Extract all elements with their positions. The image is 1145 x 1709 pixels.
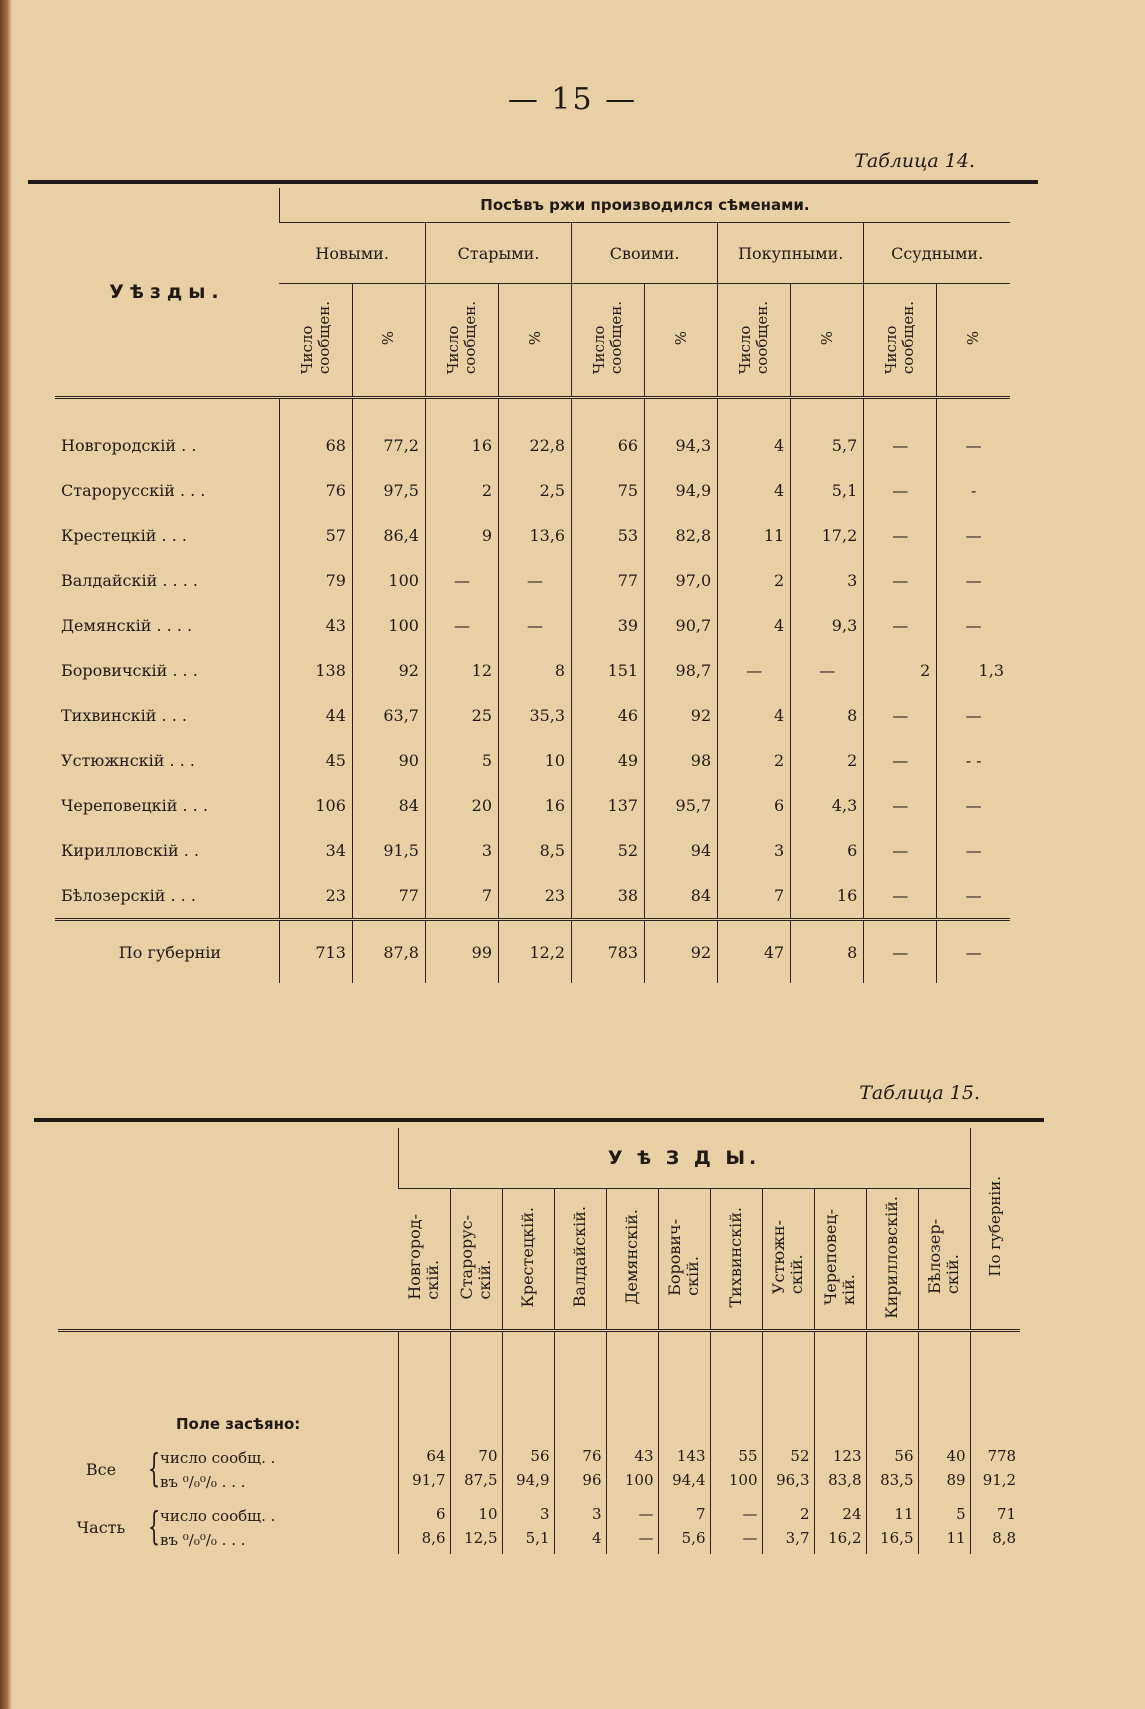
count-value: 778	[987, 1447, 1017, 1465]
uezd-column-header: Тихвинскій.	[710, 1189, 762, 1331]
percent-value: 8,8	[992, 1529, 1017, 1547]
uezd-name: Новгородскій . .	[61, 436, 197, 455]
percent-value: 89	[946, 1471, 966, 1489]
count-column-header: Число сообщен.	[572, 284, 645, 398]
count-value: 24	[842, 1505, 862, 1523]
table14-group-header: Новыми.	[279, 223, 425, 284]
count-cell: 2	[718, 738, 791, 783]
count-cell: 76	[279, 468, 352, 513]
percent-value: 8,6	[421, 1529, 446, 1547]
count-column-header: Число сообщен.	[279, 284, 352, 398]
percent-value: —	[638, 1529, 654, 1547]
section-row	[58, 1331, 1020, 1445]
percent-value: 100	[728, 1471, 758, 1489]
table14-row	[55, 828, 1010, 873]
percent-cell: -	[937, 468, 1010, 513]
value-cell	[606, 1444, 658, 1496]
table15-top-rule	[34, 1118, 1044, 1122]
count-value: 70	[478, 1447, 498, 1465]
count-cell: 2	[864, 648, 937, 693]
percent-cell: 90,7	[645, 603, 718, 648]
percent-cell: 92	[645, 693, 718, 738]
value-cell	[814, 1444, 866, 1496]
count-cell: 783	[572, 920, 645, 984]
percent-cell: 90	[352, 738, 425, 783]
count-value: 56	[530, 1447, 550, 1465]
table15-total-column-header: По губерніи.	[970, 1128, 1020, 1331]
value-cell	[970, 1496, 1020, 1554]
percent-value: 91,7	[412, 1471, 446, 1489]
percent-cell: 12,2	[499, 920, 572, 984]
count-value: 5	[956, 1505, 966, 1523]
percent-column-header: %	[937, 284, 1010, 398]
row-line-count-label: число сообщ. .	[160, 1449, 276, 1467]
count-value: 2	[799, 1505, 810, 1523]
row-line-percent-label: въ ⁰/₀⁰/₀ . . .	[160, 1473, 246, 1491]
count-value: 64	[426, 1447, 446, 1465]
count-cell: —	[864, 398, 937, 469]
count-cell: 68	[279, 398, 352, 469]
table14-row	[55, 873, 1010, 920]
table14-group-header: Старыми.	[425, 223, 571, 284]
table14-top-rule	[28, 180, 1038, 184]
count-value: 52	[790, 1447, 810, 1465]
count-cell: —	[864, 603, 937, 648]
uezd-column-header: Кирилловскій.	[866, 1189, 918, 1331]
count-cell: —	[718, 648, 791, 693]
row-name: Все	[85, 1460, 117, 1479]
percent-cell: —	[791, 648, 864, 693]
count-column-header: Число сообщен.	[864, 284, 937, 398]
brace-glyph: {	[148, 1504, 161, 1548]
count-column-header: Число сообщен.	[425, 284, 498, 398]
count-cell: 99	[425, 920, 498, 984]
count-cell: 44	[279, 693, 352, 738]
count-value: —	[638, 1505, 654, 1523]
percent-value: —	[742, 1529, 758, 1547]
value-cell	[866, 1496, 918, 1554]
table14-group-header: Покупными.	[718, 223, 864, 284]
percent-cell: 63,7	[352, 693, 425, 738]
value-cell	[658, 1496, 710, 1554]
count-cell: 75	[572, 468, 645, 513]
table14-row	[55, 738, 1010, 783]
percent-cell: —	[937, 558, 1010, 603]
uezd-column-header: Череповец- кій.	[814, 1189, 866, 1331]
percent-value: 5,6	[681, 1529, 706, 1547]
count-cell: 151	[572, 648, 645, 693]
value-cell	[450, 1496, 502, 1554]
uezd-name: Боровичскій . . .	[61, 661, 198, 680]
count-cell: 49	[572, 738, 645, 783]
uezd-column-header: Новгород- скій.	[398, 1189, 450, 1331]
count-cell: 66	[572, 398, 645, 469]
count-value: 123	[832, 1447, 862, 1465]
value-cell	[762, 1444, 814, 1496]
percent-value: 3,7	[785, 1529, 810, 1547]
percent-value: 4	[591, 1529, 602, 1547]
percent-cell: —	[937, 783, 1010, 828]
table14-row	[55, 648, 1010, 693]
percent-cell: 5,1	[791, 468, 864, 513]
table14-row	[55, 558, 1010, 603]
value-cell	[398, 1496, 450, 1554]
percent-column-header: %	[499, 284, 572, 398]
uezd-name: Череповецкій . . .	[61, 796, 208, 815]
value-cell	[554, 1496, 606, 1554]
count-column-header: Число сообщен.	[718, 284, 791, 398]
percent-cell: - -	[937, 738, 1010, 783]
count-cell: 12	[425, 648, 498, 693]
uezd-column-header: Борович- скій.	[658, 1189, 710, 1331]
table14-row	[55, 603, 1010, 648]
count-cell: 46	[572, 693, 645, 738]
count-cell: 25	[425, 693, 498, 738]
count-cell: 3	[718, 828, 791, 873]
count-cell: 4	[718, 398, 791, 469]
percent-value: 12,5	[464, 1529, 498, 1547]
count-cell: —	[425, 603, 498, 648]
percent-cell: 10	[499, 738, 572, 783]
uezd-column-header: Старорус- скій.	[450, 1189, 502, 1331]
table14-group-header: Ссудными.	[864, 223, 1010, 284]
percent-cell: 82,8	[645, 513, 718, 558]
count-value: 10	[478, 1505, 498, 1523]
count-cell: 137	[572, 783, 645, 828]
percent-cell: 100	[352, 603, 425, 648]
count-cell: —	[864, 738, 937, 783]
count-cell: 7	[425, 873, 498, 920]
percent-cell: 8	[791, 693, 864, 738]
percent-column-header: %	[352, 284, 425, 398]
percent-value: 96	[582, 1471, 602, 1489]
count-cell: 2	[718, 558, 791, 603]
percent-cell: 97,5	[352, 468, 425, 513]
table14-row	[55, 783, 1010, 828]
count-value: —	[742, 1505, 758, 1523]
percent-value: 91,2	[982, 1471, 1017, 1489]
value-cell	[710, 1496, 762, 1554]
count-value: 43	[634, 1447, 654, 1465]
value-cell	[554, 1444, 606, 1496]
value-cell	[918, 1444, 970, 1496]
count-cell: 6	[718, 783, 791, 828]
count-cell: —	[864, 920, 937, 984]
percent-cell: 3	[791, 558, 864, 603]
count-value: 56	[894, 1447, 914, 1465]
count-cell: —	[864, 468, 937, 513]
percent-cell: —	[937, 828, 1010, 873]
percent-cell: 86,4	[352, 513, 425, 558]
count-cell: 7	[718, 873, 791, 920]
percent-cell: 17,2	[791, 513, 864, 558]
value-cell	[866, 1444, 918, 1496]
percent-value: 94,9	[516, 1471, 550, 1489]
row-line-count-label: число сообщ. .	[160, 1507, 276, 1525]
percent-cell: 77,2	[352, 398, 425, 469]
percent-cell: 2,5	[499, 468, 572, 513]
table15-caption: Таблица 15.	[859, 1082, 980, 1104]
value-cell	[658, 1444, 710, 1496]
value-cell	[450, 1444, 502, 1496]
table14-row	[55, 693, 1010, 738]
percent-value: 83,8	[828, 1471, 862, 1489]
count-cell: 39	[572, 603, 645, 648]
percent-cell: 2	[791, 738, 864, 783]
count-cell: 20	[425, 783, 498, 828]
uezd-name: Тихвинскій . . .	[61, 706, 187, 725]
count-cell: —	[864, 828, 937, 873]
percent-cell: 94	[645, 828, 718, 873]
uezd-name: Старорусскій . . .	[61, 481, 206, 500]
count-value: 55	[738, 1447, 758, 1465]
count-cell: 79	[279, 558, 352, 603]
percent-cell: 1,3	[937, 648, 1010, 693]
percent-cell: 22,8	[499, 398, 572, 469]
value-cell	[398, 1444, 450, 1496]
percent-cell: 8	[791, 920, 864, 984]
table14-row	[55, 513, 1010, 558]
table15-uezdy-header: У ѣ З Д Ы.	[398, 1128, 970, 1189]
count-cell: 5	[425, 738, 498, 783]
percent-value: 87,5	[464, 1471, 498, 1489]
value-cell	[606, 1496, 658, 1554]
count-value: 11	[894, 1505, 914, 1523]
percent-value: 16,5	[880, 1529, 914, 1547]
percent-cell: —	[499, 558, 572, 603]
percent-cell: 94,3	[645, 398, 718, 469]
count-cell: 713	[279, 920, 352, 984]
page-number: — 15 —	[507, 82, 638, 117]
percent-cell: —	[937, 398, 1010, 469]
count-value: 40	[946, 1447, 966, 1465]
value-cell	[814, 1496, 866, 1554]
count-cell: —	[864, 558, 937, 603]
uezd-name: Крестецкій . . .	[61, 526, 187, 545]
uezd-name: По губерніи	[55, 920, 279, 984]
percent-cell: 87,8	[352, 920, 425, 984]
row-line-percent-label: въ ⁰/₀⁰/₀ . . .	[160, 1531, 246, 1549]
table15-row	[58, 1444, 1020, 1496]
percent-value: 100	[624, 1471, 654, 1489]
percent-cell: —	[499, 603, 572, 648]
percent-cell: —	[937, 513, 1010, 558]
value-cell	[502, 1444, 554, 1496]
percent-cell: 98,7	[645, 648, 718, 693]
percent-cell: 16	[499, 783, 572, 828]
count-cell: 3	[425, 828, 498, 873]
percent-cell: 16	[791, 873, 864, 920]
percent-value: 96,3	[776, 1471, 810, 1489]
count-cell: —	[864, 783, 937, 828]
count-cell: —	[864, 873, 937, 920]
uezd-name: Устюжнскій . . .	[61, 751, 195, 770]
count-cell: 57	[279, 513, 352, 558]
count-value: 6	[435, 1505, 446, 1523]
table14-uezdy-header: Уѣзды.	[55, 188, 279, 398]
count-value: 76	[582, 1447, 602, 1465]
value-cell	[502, 1496, 554, 1554]
percent-cell: 84	[645, 873, 718, 920]
percent-cell: 95,7	[645, 783, 718, 828]
percent-cell: 94,9	[645, 468, 718, 513]
percent-value: 16,2	[828, 1529, 862, 1547]
count-cell: 47	[718, 920, 791, 984]
value-cell	[710, 1444, 762, 1496]
section-label: Поле засѣяно:	[176, 1415, 301, 1433]
uezd-name: Бѣлозерскій . . .	[61, 886, 196, 905]
count-value: 71	[997, 1505, 1017, 1523]
percent-cell: 8	[499, 648, 572, 693]
brace-glyph: {	[148, 1446, 161, 1490]
uezd-column-header: Устюжн- скій.	[762, 1189, 814, 1331]
count-cell: 53	[572, 513, 645, 558]
percent-cell: —	[937, 873, 1010, 920]
percent-cell: —	[937, 920, 1010, 984]
row-name: Часть	[76, 1518, 126, 1537]
count-cell: 4	[718, 468, 791, 513]
table15-stub-header	[58, 1128, 398, 1331]
count-value: 3	[591, 1505, 602, 1523]
percent-column-header: %	[791, 284, 864, 398]
table14-group-header: Своими.	[572, 223, 718, 284]
percent-cell: —	[937, 603, 1010, 648]
count-cell: —	[864, 693, 937, 738]
count-cell: —	[864, 513, 937, 558]
percent-cell: 6	[791, 828, 864, 873]
table14	[55, 188, 1010, 983]
count-cell: 77	[572, 558, 645, 603]
percent-cell: 9,3	[791, 603, 864, 648]
count-cell: 4	[718, 603, 791, 648]
count-cell: 9	[425, 513, 498, 558]
count-cell: 52	[572, 828, 645, 873]
count-cell: 16	[425, 398, 498, 469]
count-cell: 38	[572, 873, 645, 920]
uezd-column-header: Демянскій.	[606, 1189, 658, 1331]
percent-cell: 13,6	[499, 513, 572, 558]
uezd-name: Валдайскій . . . .	[61, 571, 198, 590]
count-value: 7	[695, 1505, 706, 1523]
percent-cell: 98	[645, 738, 718, 783]
percent-cell: 5,7	[791, 398, 864, 469]
table15-row	[58, 1496, 1020, 1554]
percent-cell: 97,0	[645, 558, 718, 603]
uezd-column-header: Валдайскій.	[554, 1189, 606, 1331]
table14-top-header: Посѣвъ ржи производился сѣменами.	[279, 188, 1010, 223]
percent-cell: 92	[645, 920, 718, 984]
uezd-column-header: Бѣлозер- скій.	[918, 1189, 970, 1331]
percent-cell: —	[937, 693, 1010, 738]
count-cell: 11	[718, 513, 791, 558]
percent-cell: 4,3	[791, 783, 864, 828]
table14-total-row	[55, 920, 1010, 984]
value-cell	[970, 1444, 1020, 1496]
value-cell	[762, 1496, 814, 1554]
percent-cell: 77	[352, 873, 425, 920]
count-cell: —	[425, 558, 498, 603]
table14-row	[55, 468, 1010, 513]
percent-cell: 23	[499, 873, 572, 920]
percent-value: 83,5	[880, 1471, 914, 1489]
count-cell: 43	[279, 603, 352, 648]
count-cell: 138	[279, 648, 352, 693]
percent-cell: 100	[352, 558, 425, 603]
percent-cell: 92	[352, 648, 425, 693]
table15	[58, 1128, 1020, 1554]
count-cell: 23	[279, 873, 352, 920]
percent-cell: 91,5	[352, 828, 425, 873]
count-cell: 4	[718, 693, 791, 738]
uezd-name: Кирилловскій . .	[61, 841, 200, 860]
count-value: 3	[539, 1505, 550, 1523]
table14-caption: Таблица 14.	[854, 150, 975, 172]
count-cell: 34	[279, 828, 352, 873]
percent-cell: 8,5	[499, 828, 572, 873]
page-edge-shadow	[0, 0, 12, 1709]
percent-value: 94,4	[672, 1471, 706, 1489]
uezd-column-header: Крестецкій.	[502, 1189, 554, 1331]
percent-value: 11	[946, 1529, 966, 1547]
count-cell: 106	[279, 783, 352, 828]
count-cell: 45	[279, 738, 352, 783]
percent-cell: 84	[352, 783, 425, 828]
count-cell: 2	[425, 468, 498, 513]
percent-value: 5,1	[525, 1529, 550, 1547]
percent-cell: 35,3	[499, 693, 572, 738]
table14-row	[55, 398, 1010, 469]
percent-column-header: %	[645, 284, 718, 398]
value-cell	[918, 1496, 970, 1554]
uezd-name: Демянскій . . . .	[61, 616, 193, 635]
count-value: 143	[676, 1447, 706, 1465]
